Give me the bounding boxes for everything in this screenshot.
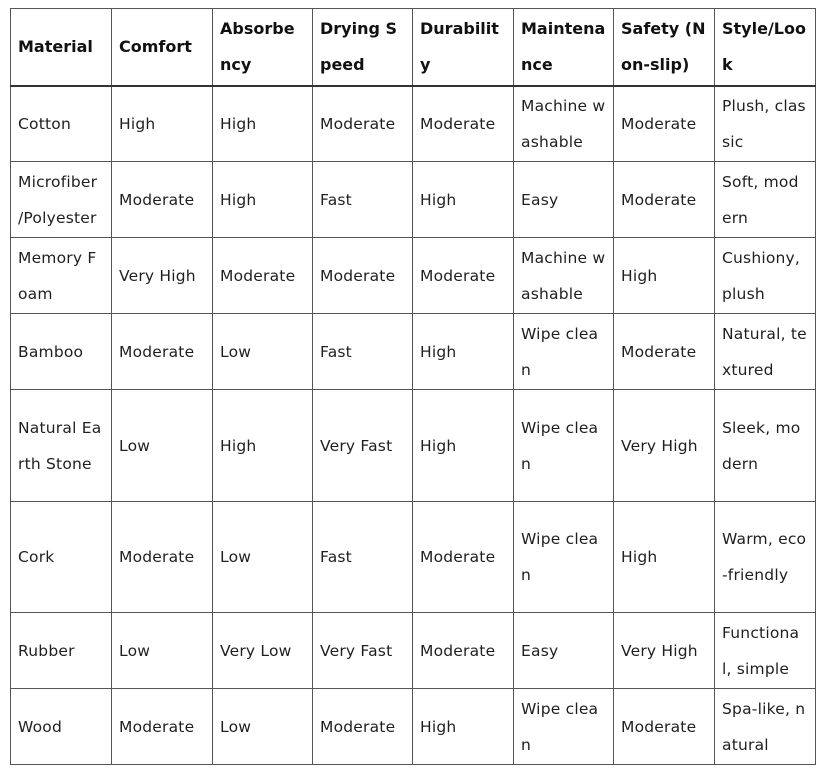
table-cell: Soft, modern — [715, 162, 816, 238]
table-cell: Moderate — [213, 238, 313, 314]
table-cell: Moderate — [413, 238, 514, 314]
table-cell: Easy — [514, 162, 614, 238]
table-cell: Natural Earth Stone — [11, 390, 112, 502]
table-cell: Cushiony, plush — [715, 238, 816, 314]
table-cell: Low — [213, 314, 313, 390]
table-cell: Moderate — [313, 689, 413, 765]
table-row — [11, 86, 816, 162]
table-cell: Very Fast — [313, 613, 413, 689]
table-cell: Memory Foam — [11, 238, 112, 314]
table-row — [11, 613, 816, 689]
table-cell: High — [413, 162, 514, 238]
table-cell: Very High — [614, 390, 715, 502]
table-cell: Rubber — [11, 613, 112, 689]
table-cell: High — [213, 86, 313, 162]
table-cell: Very Fast — [313, 390, 413, 502]
table-cell: Fast — [313, 502, 413, 613]
table-cell: High — [413, 689, 514, 765]
header-row — [11, 9, 816, 86]
table-cell: Wood — [11, 689, 112, 765]
header-cell-style-look: Style/Look — [715, 9, 816, 86]
table-cell: Low — [213, 689, 313, 765]
table-cell: Fast — [313, 162, 413, 238]
header-cell-absorbency: Absorbency — [213, 9, 313, 86]
header-cell-durability: Durability — [413, 9, 514, 86]
header-cell-safety: Safety (Non-slip) — [614, 9, 715, 86]
header-cell-drying-speed: Drying Speed — [313, 9, 413, 86]
table-cell: Moderate — [112, 689, 213, 765]
table-cell: Moderate — [614, 314, 715, 390]
table-cell: High — [413, 314, 514, 390]
header-cell-comfort: Comfort — [112, 9, 213, 86]
table-cell: Fast — [313, 314, 413, 390]
table-cell: Low — [112, 390, 213, 502]
table-cell: Very Low — [213, 613, 313, 689]
header-cell-maintenance: Maintenance — [514, 9, 614, 86]
comparison-table — [10, 8, 816, 765]
table-cell: Moderate — [313, 86, 413, 162]
table-cell: Moderate — [112, 314, 213, 390]
table-cell: Natural, textured — [715, 314, 816, 390]
table-cell: Wipe clean — [514, 390, 614, 502]
table-cell: Moderate — [112, 162, 213, 238]
header-cell-material: Material — [11, 9, 112, 86]
table-cell: Cotton — [11, 86, 112, 162]
table-cell: Very High — [112, 238, 213, 314]
table-row — [11, 162, 816, 238]
table-row — [11, 314, 816, 390]
table-cell: Moderate — [313, 238, 413, 314]
table-cell: Plush, classic — [715, 86, 816, 162]
table-cell: High — [213, 162, 313, 238]
table-cell: Machine washable — [514, 238, 614, 314]
table-cell: Low — [213, 502, 313, 613]
table-cell: Machine washable — [514, 86, 614, 162]
table-cell: Cork — [11, 502, 112, 613]
table-cell: Warm, eco-friendly — [715, 502, 816, 613]
table-row — [11, 502, 816, 613]
table-cell: Wipe clean — [514, 314, 614, 390]
table-cell: Moderate — [413, 86, 514, 162]
table-cell: Moderate — [614, 162, 715, 238]
table-row — [11, 238, 816, 314]
table-cell: Moderate — [614, 689, 715, 765]
table-cell: Wipe clean — [514, 689, 614, 765]
table-cell: Moderate — [413, 502, 514, 613]
table-cell: Low — [112, 613, 213, 689]
table-cell: Moderate — [413, 613, 514, 689]
table-cell: Spa-like, natural — [715, 689, 816, 765]
table-cell: High — [112, 86, 213, 162]
table-cell: Wipe clean — [514, 502, 614, 613]
table-cell: Moderate — [112, 502, 213, 613]
table-cell: Microfiber /Polyester — [11, 162, 112, 238]
table-cell: High — [413, 390, 514, 502]
table-cell: Functional, simple — [715, 613, 816, 689]
table-row — [11, 390, 816, 502]
table-cell: Bamboo — [11, 314, 112, 390]
table-cell: High — [213, 390, 313, 502]
table-cell: Easy — [514, 613, 614, 689]
table-cell: Very High — [614, 613, 715, 689]
table-cell: High — [614, 238, 715, 314]
table-cell: High — [614, 502, 715, 613]
table-row — [11, 689, 816, 765]
table-cell: Sleek, modern — [715, 390, 816, 502]
table-cell: Moderate — [614, 86, 715, 162]
